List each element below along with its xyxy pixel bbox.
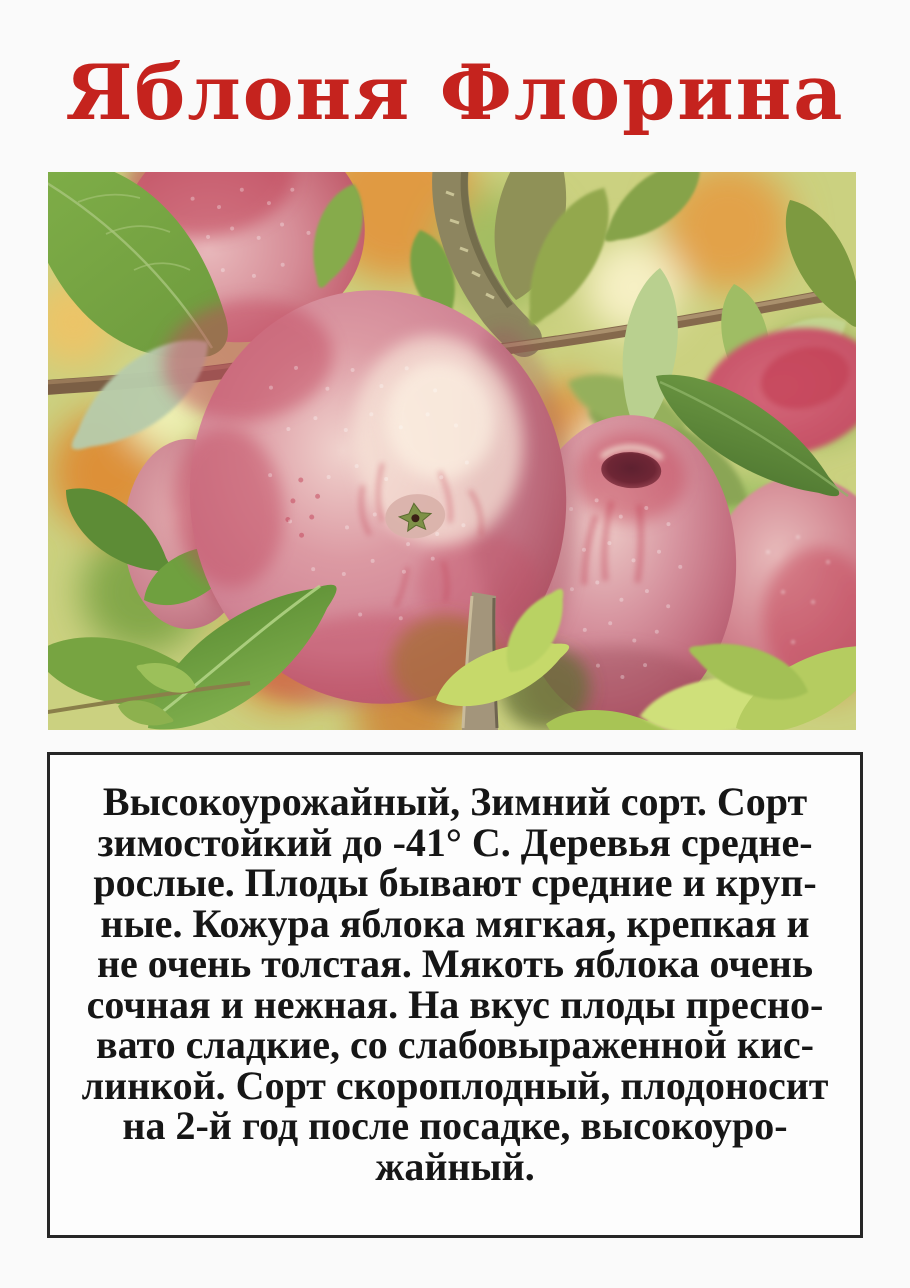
apple-photo — [48, 172, 856, 730]
description-text: Высокоурожайный, Зимний сорт. Сорт зимостойкий до -41° С. Деревья средне- рослые. Плоды бывают средние и круп- ные. Кожура яблока мягкая, крепкая и не очень толстая. Мякоть яблока очень сочная и нежная. На вкус плоды пресно- вато сладкие, со слабовыраженной кис- линкой. Сорт скороплодный, плодоносит на 2-й год после посадке, высокоуро- жайный. — [81, 779, 829, 1189]
description-box — [47, 752, 863, 1238]
page-title: Яблоня Флорина — [65, 48, 845, 137]
apple-photo-canvas — [48, 172, 856, 730]
